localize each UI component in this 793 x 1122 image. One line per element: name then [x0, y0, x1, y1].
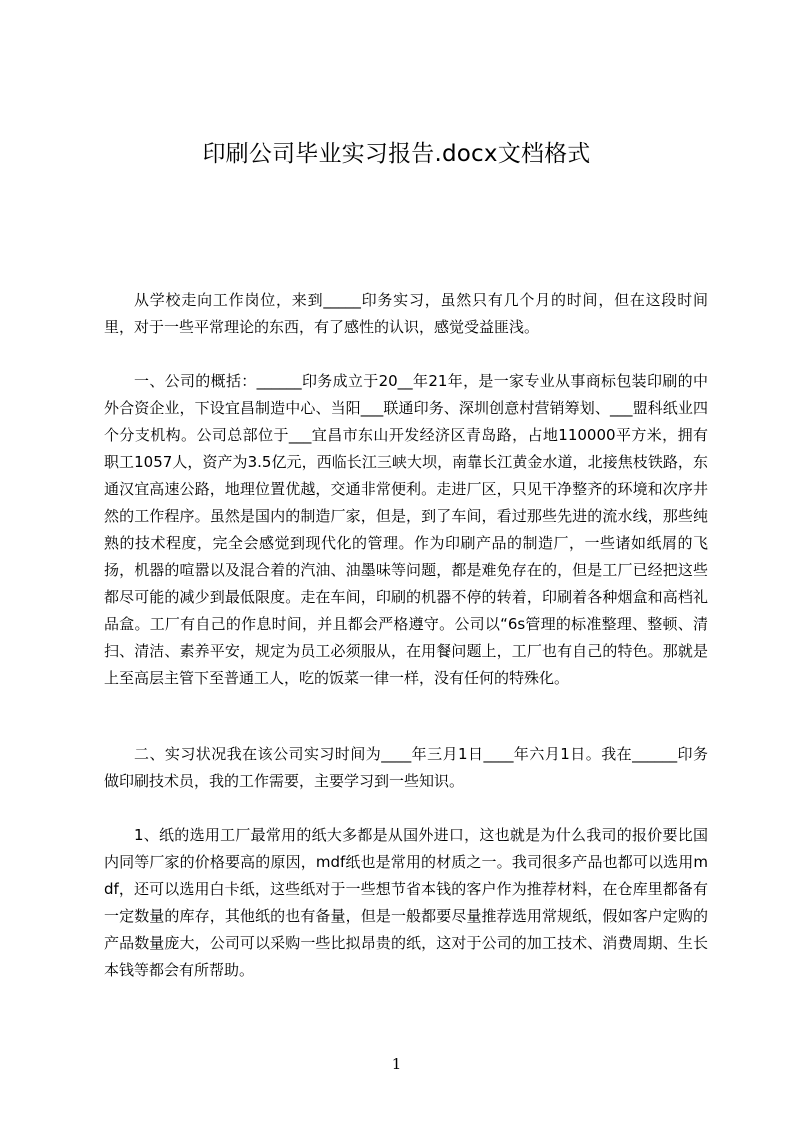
paragraph-paper-selection: 1、纸的选用工厂最常用的纸大多都是从国外进口，这也就是为什么我司的报价要比国内同等厂家的价格要高的原因，mdf纸也是常用的材质之一。我司很多产品也都可以选用mdf，还可以选用白卡纸，这些纸对于一些想节省本钱的客户作为推荐材料，在仓库里都备有一定数量的库存，其他纸的也有备量，但是一般都要尽量推荐选用常规纸，假如客户定购的产品数量庞大，公司可以采购一些比拟昂贵的纸，这对于公司的加工技术、消费周期、生长本钱等都会有所帮助。	[104, 826, 708, 979]
paragraph-company-overview: 一、公司的概括：______印务成立于20__年21年，是一家专业从事商标包装印刷的中外合资企业，下设宜昌制造中心、当阳___联通印务、深圳创意村营销筹划、___盟科纸业四个分支机构。公司总部位于___宜昌市东山开发经济区青岛路，占地110000平方米，拥有职工1057人，资产为3.5亿元，西临长江三峡大坝，南靠长江黄金水道，北接焦枝铁路，东通汉宜高速公路，地理位置优越，交通非常便利。走进厂区，只见干净整齐的环境和次序井然的工作程序。虽然是国内的制造厂家，但是，到了车间，看过那些先进的流水线，那些纯熟的技术程度，完全会感觉到现代化的管理。作为印刷产品的制造厂，一些诸如纸屑的飞扬，机器的喧嚣以及混合着的汽油、油墨味等问题，都是难免存在的，但是工厂已经把这些都尽可能的减少到最低限度。走在车间，印刷的机器不停的转着，印刷着各种烟盒和高档礼品盒。工厂有自己的作息时间，并且都会严格遵守。公司以“6s管理的标准整理、整顿、清扫、清洁、素养平安，规定为员工必须服从，在用餐问题上，工厂也有自己的特色。那就是上至高层主管下至普通工人，吃的饭菜一律一样，没有任何的特殊化。	[104, 372, 708, 687]
page-number: 1	[391, 1055, 402, 1073]
paragraph-intro: 从学校走向工作岗位，来到_____印务实习，虽然只有几个月的时间，但在这段时间里，对于一些平常理论的东西，有了感性的认识，感觉受益匪浅。	[104, 291, 708, 336]
paragraph-internship-status: 二、实习状况我在该公司实习时间为____年三月1日____年六月1日。我在______印务做印刷技术员，我的工作需要，主要学习到一些知识。	[104, 745, 708, 790]
document-title: 印刷公司毕业实习报告.docx文档格式	[202, 141, 591, 167]
